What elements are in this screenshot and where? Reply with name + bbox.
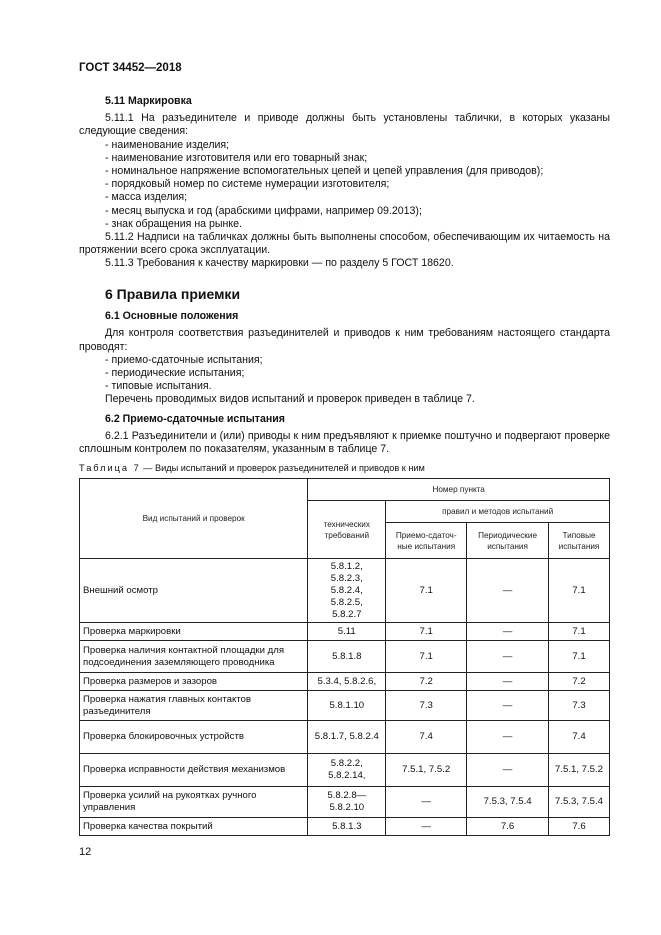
- table-cell: —: [467, 641, 549, 673]
- table-cell: 7.5.3, 7.5.4: [549, 787, 610, 818]
- table-row: [80, 754, 610, 787]
- table-row: [80, 787, 610, 818]
- table-cell: Проверка нажатия главных контактов разъединителя: [80, 691, 308, 721]
- table-cell: 7.1: [386, 623, 467, 641]
- table-row: [80, 641, 610, 673]
- table-cell: Проверка качества покрытий: [80, 818, 308, 836]
- table-cell: Проверка маркировки: [80, 623, 308, 641]
- paragraph: Для контроля соответствия разъединителей и приводов к ним требованиям настоящего стандарта проводят:: [79, 327, 610, 353]
- header-acceptance: Приемо-сдаточ-ные испытания: [386, 523, 467, 559]
- table-caption: [79, 462, 425, 475]
- list-item: - наименование изготовителя или его товарный знак;: [105, 151, 368, 164]
- table-cell: 7.5.3, 7.5.4: [467, 787, 549, 818]
- table-cell: —: [467, 673, 549, 691]
- table-cell: —: [386, 787, 467, 818]
- table-cell: 5.8.1.10: [308, 691, 386, 721]
- table-cell: 7.4: [386, 721, 467, 754]
- table-cell: Проверка блокировочных устройств: [80, 721, 308, 754]
- caption-label: Таблица 7: [79, 463, 141, 473]
- list-item: - номинальное напряжение вспомогательных цепей и цепей управления (для приводов);: [105, 165, 544, 178]
- table-cell: 5.8.1.7, 5.8.2.4: [308, 721, 386, 754]
- table-cell: —: [386, 818, 467, 836]
- chapter-title: 6 Правила приемки: [105, 286, 241, 302]
- table-cell: 7.5.1, 7.5.2: [386, 754, 467, 787]
- list-item: - месяц выпуска и год (арабскими цифрами, например 09.2013);: [105, 204, 422, 217]
- table-cell: 7.5.1, 7.5.2: [549, 754, 610, 787]
- paragraph: 5.11.2 Надписи на табличках должны быть выполнены способом, обеспечивающим их читаемость на протяжении всего срока эксплуатации.: [79, 231, 610, 257]
- table-row: [80, 818, 610, 836]
- table-cell: 5.11: [308, 623, 386, 641]
- table-cell: 7.1: [386, 559, 467, 623]
- table-cell: Проверка размеров и зазоров: [80, 673, 308, 691]
- header-type: Типовые испытания: [549, 523, 610, 559]
- table-cell: 7.2: [549, 673, 610, 691]
- table-cell: 5.3.4, 5.8.2.6,: [308, 673, 386, 691]
- section-5-11: [79, 95, 610, 271]
- table-cell: —: [467, 691, 549, 721]
- table-row: [80, 721, 610, 754]
- table-row: [80, 673, 610, 691]
- list-item: - приемо-сдаточные испытания;: [105, 353, 263, 366]
- document-header: ГОСТ 34452—2018: [79, 62, 182, 74]
- table-cell: 5.8.1.3: [308, 818, 386, 836]
- header-number: Номер пункта: [308, 479, 610, 501]
- table-cell: 7.2: [386, 673, 467, 691]
- section-title: 6.1 Основные положения: [105, 310, 239, 323]
- table-cell: Проверка исправности действия механизмов: [80, 754, 308, 787]
- tests-table: [79, 478, 610, 836]
- caption-text: — Виды испытаний и проверок разъединителей и приводов к ним: [140, 463, 425, 473]
- list-item: - знак обращения на рынке.: [105, 217, 242, 230]
- table-cell: 7.1: [549, 641, 610, 673]
- table-cell: 5.8.2.2, 5.8.2.14,: [308, 754, 386, 787]
- header-kind: Вид испытаний и проверок: [80, 479, 308, 559]
- table-cell: —: [467, 559, 549, 623]
- table-cell: Проверка наличия контактной площадки для подсоединения заземляющего проводника: [80, 641, 308, 673]
- table-cell: 7.6: [549, 818, 610, 836]
- table-cell: —: [467, 721, 549, 754]
- section-title: 6.2 Приемо-сдаточные испытания: [105, 412, 285, 425]
- table-cell: 7.3: [386, 691, 467, 721]
- list-item: - наименование изделия;: [105, 138, 230, 151]
- table-cell: 7.1: [549, 559, 610, 623]
- table-cell: 7.6: [467, 818, 549, 836]
- table-cell: Проверка усилий на рукоятках ручного управления: [80, 787, 308, 818]
- header-tech: технических требований: [308, 501, 386, 559]
- table-cell: —: [467, 754, 549, 787]
- page-number: 12: [79, 846, 92, 858]
- table-cell: 5.8.1.8: [308, 641, 386, 673]
- table-row: [80, 691, 610, 721]
- table-cell: —: [467, 623, 549, 641]
- table-row: [80, 559, 610, 623]
- table-cell: 7.3: [549, 691, 610, 721]
- paragraph: 5.11.3 Требования к качеству маркировки — по разделу 5 ГОСТ 18620.: [105, 257, 454, 270]
- table-cell: 7.4: [549, 721, 610, 754]
- section-title: 5.11 Маркировка: [105, 95, 192, 107]
- table-cell: 7.1: [549, 623, 610, 641]
- table-cell: 5.8.2.8— 5.8.2.10: [308, 787, 386, 818]
- section-6: [79, 288, 610, 456]
- paragraph: 6.2.1 Разъединители и (или) приводы к ним предъявляют к приемке поштучно и подвергают проверке сплошным контролем по показателям, указанным в таблице 7.: [79, 429, 610, 456]
- header-rules: правил и методов испытаний: [386, 501, 610, 523]
- header-periodic: Периодические испытания: [467, 523, 549, 559]
- paragraph: 5.11.1 На разъединителе и приводе должны быть установлены таблички, в которых указаны следующие сведения:: [79, 112, 610, 138]
- list-item: - масса изделия;: [105, 191, 188, 204]
- list-item: - периодические испытания;: [105, 367, 245, 380]
- table-cell: Внешний осмотр: [80, 559, 308, 623]
- table-row: [80, 623, 610, 641]
- list-item: - порядковый номер по системе нумерации изготовителя;: [105, 178, 390, 191]
- table-cell: 7.1: [386, 641, 467, 673]
- paragraph: Перечень проводимых видов испытаний и проверок приведен в таблице 7.: [105, 393, 475, 406]
- list-item: - типовые испытания.: [105, 380, 212, 393]
- table-cell: 5.8.1.2, 5.8.2.3, 5.8.2.4, 5.8.2.5, 5.8.2.7: [308, 559, 386, 623]
